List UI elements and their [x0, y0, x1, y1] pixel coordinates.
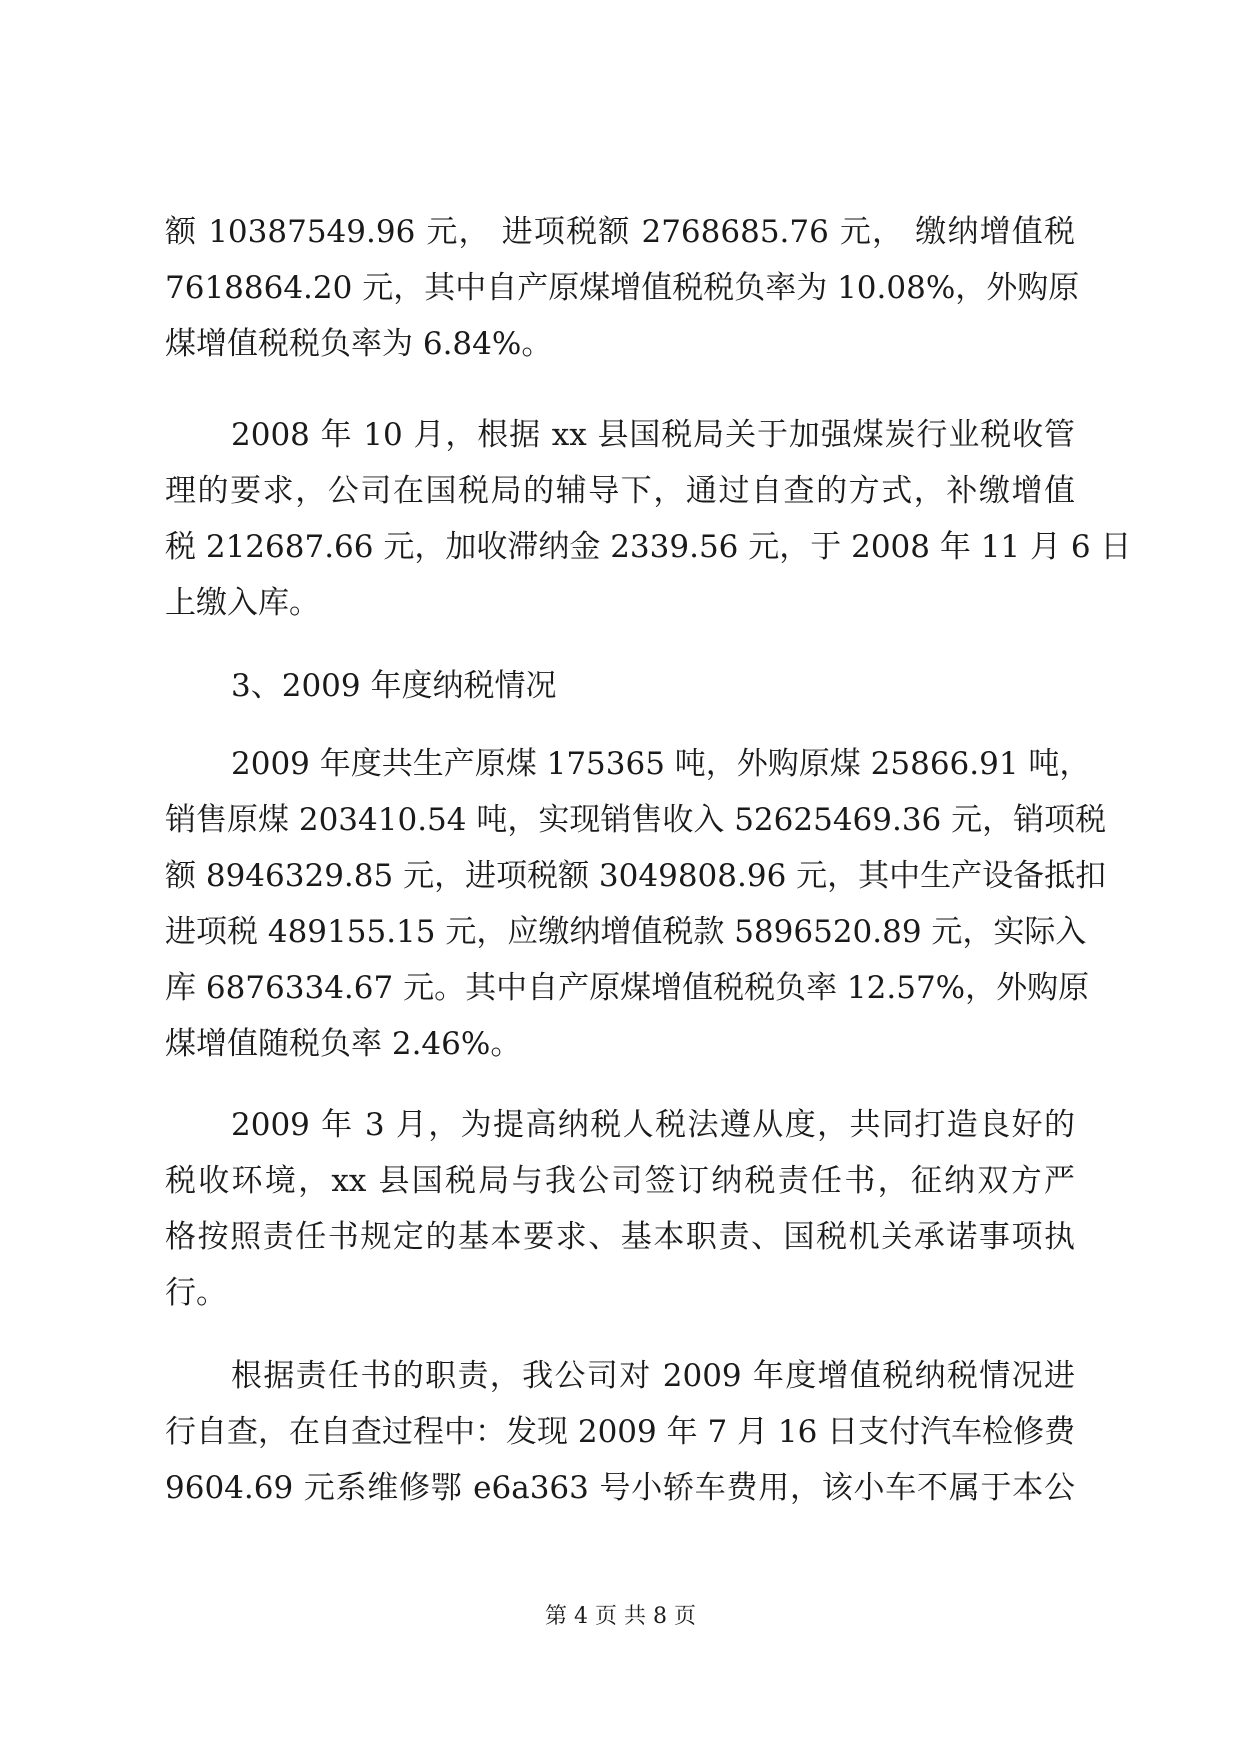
text-line: 额 10387549.96 元， 进项税额 2768685.76 元， 缴纳增值税: [165, 214, 1075, 250]
text-line: 税 212687.66 元，加收滞纳金 2339.56 元，于 2008 年 11 月 6 日: [165, 529, 1132, 565]
paragraph-first-line: 2009 年度共生产原煤 175365 吨，外购原煤 25866.91 吨，: [231, 746, 1091, 782]
section-heading: 3、2009 年度纳税情况: [231, 668, 557, 704]
text-line: 9604.69 元系维修鄂 e6a363 号小轿车费用，该小车不属于本公: [165, 1470, 1075, 1506]
text-line: 库 6876334.67 元。其中自产原煤增值税税负率 12.57%，外购原: [165, 970, 1090, 1006]
text-line: 进项税 489155.15 元，应缴纳增值税款 5896520.89 元，实际入: [165, 914, 1087, 950]
text-line: 销售原煤 203410.54 吨，实现销售收入 52625469.36 元，销项税: [165, 802, 1107, 838]
text-line: 格按照责任书规定的基本要求、基本职责、国税机关承诺事项执: [165, 1219, 1075, 1255]
text-line: 7618864.20 元，其中自产原煤增值税税负率为 10.08%，外购原: [165, 270, 1080, 306]
paragraph-first-line: 2008 年 10 月，根据 xx 县国税局关于加强煤炭行业税收管: [231, 417, 1075, 453]
text-line: 理的要求，公司在国税局的辅导下，通过自查的方式，补缴增值: [165, 473, 1075, 509]
text-line: 行自查，在自查过程中：发现 2009 年 7 月 16 日支付汽车检修费: [165, 1414, 1076, 1450]
text-line: 额 8946329.85 元，进项税额 3049808.96 元，其中生产设备抵扣: [165, 858, 1107, 894]
text-line: 煤增值税税负率为 6.84%。: [165, 326, 553, 362]
text-line: 税收环境，xx 县国税局与我公司签订纳税责任书，征纳双方严: [165, 1163, 1075, 1199]
text-line: 煤增值随税负率 2.46%。: [165, 1026, 522, 1062]
page-number-footer: 第 4 页 共 8 页: [545, 1604, 696, 1629]
paragraph-first-line: 根据责任书的职责，我公司对 2009 年度增值税纳税情况进: [231, 1358, 1075, 1394]
text-line: 上缴入库。: [165, 585, 320, 621]
text-line: 行。: [165, 1275, 227, 1311]
paragraph-first-line: 2009 年 3 月，为提高纳税人税法遵从度，共同打造良好的: [231, 1107, 1075, 1143]
